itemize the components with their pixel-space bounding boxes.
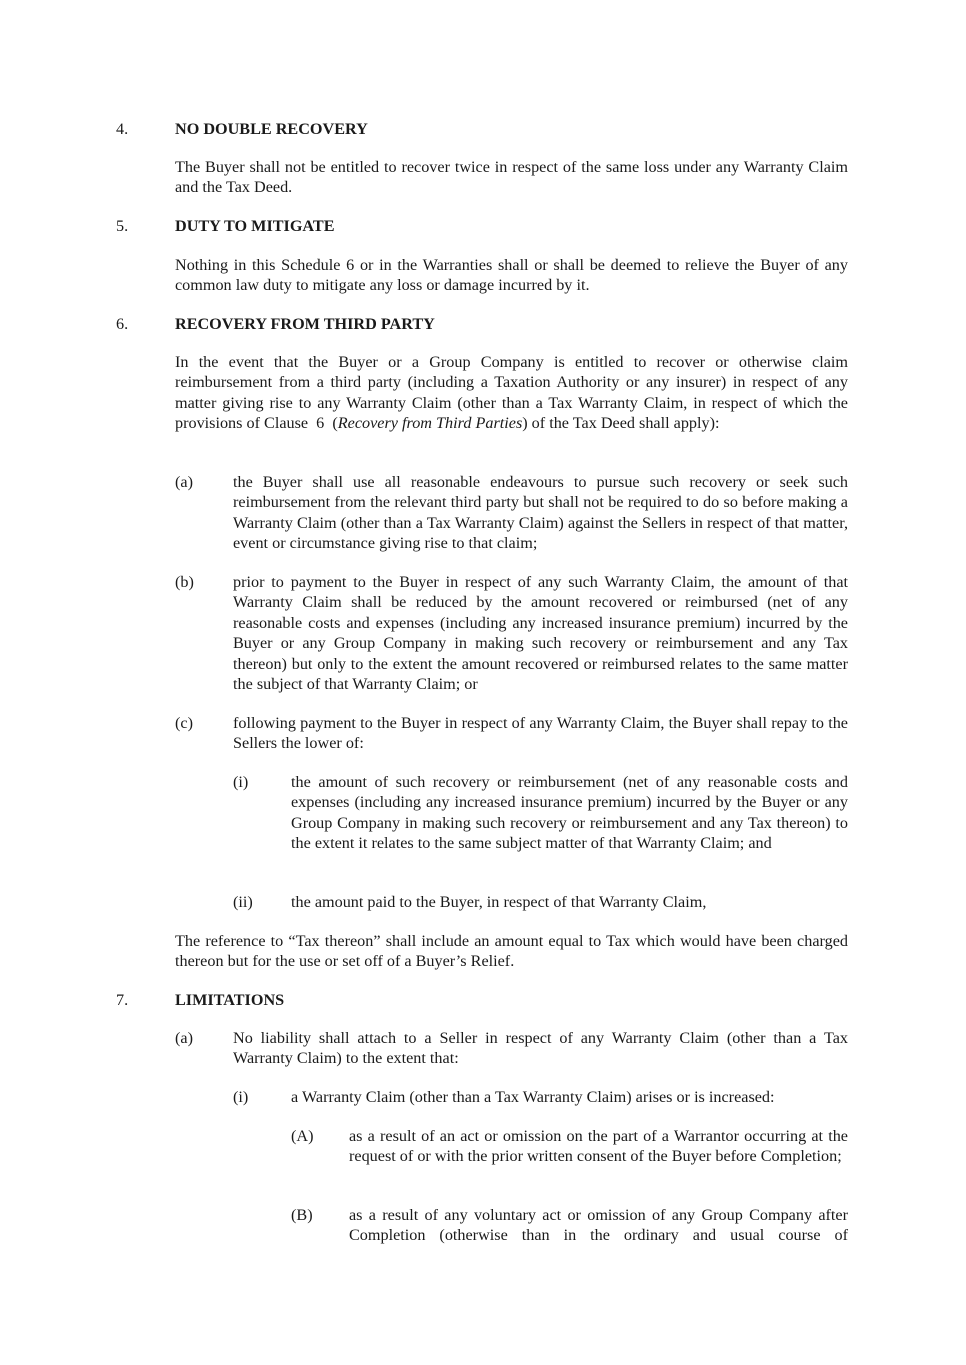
section-7-a-i-text: a Warranty Claim (other than a Tax Warranty Claim) arises or is increased: <box>291 1088 775 1106</box>
section-6-b-label: (b) <box>175 573 194 591</box>
section-7-A-label: (A) <box>291 1127 314 1145</box>
section-4-number: 4. <box>116 120 129 138</box>
section-6-heading: RECOVERY FROM THIRD PARTY <box>175 315 435 333</box>
section-6-intro-reference: Recovery from Third Parties <box>337 414 523 433</box>
section-4-body: The Buyer shall not be entitled to recover twice in respect of the same loss under any Warranty Claim and the Tax Deed. <box>175 158 848 197</box>
section-6-number: 6. <box>116 315 129 333</box>
section-4-heading: NO DOUBLE RECOVERY <box>175 120 368 138</box>
section-6-a-label: (a) <box>175 473 193 491</box>
section-6-c-i-label: (i) <box>233 773 249 791</box>
section-5-number: 5. <box>116 217 129 235</box>
section-6-closing: The reference to “Tax thereon” shall include an amount equal to Tax which would have been charged thereon but for the use or set off of a Buyer’s Relief. <box>175 932 848 971</box>
section-6-intro-text: In the event that the Buyer or a Group Company is entitled to recover or otherwise claim reimbursement from a third party (including a Taxation Authority or any insurer) in respect of any matter giving rise to any Warranty Claim (other than a Tax Warranty Claim, in respect of which the provisions of Clause 6 ( <box>175 353 848 433</box>
section-5-body: Nothing in this Schedule 6 or in the Warranties shall or shall be deemed to relieve the Buyer of any common law duty to mitigate any loss or damage incurred by it. <box>175 256 848 295</box>
section-6-c-ii-text: the amount paid to the Buyer, in respect of that Warranty Claim, <box>291 893 707 911</box>
section-6-intro-end: ) of the Tax Deed shall apply): <box>522 414 720 433</box>
section-6-c-text: following payment to the Buyer in respect of any Warranty Claim, the Buyer shall repay to the Sellers the lower of: <box>233 714 848 753</box>
section-7-a-label: (a) <box>175 1029 193 1047</box>
section-7-heading: LIMITATIONS <box>175 991 285 1009</box>
section-7-a-text: No liability shall attach to a Seller in respect of any Warranty Claim (other than a Tax Warranty Claim) to the extent that: <box>233 1029 848 1068</box>
section-6-c-label: (c) <box>175 714 193 732</box>
section-7-a-i-label: (i) <box>233 1088 249 1106</box>
section-7-B-text: as a result of any voluntary act or omission of any Group Company after Completion (otherwise than in the ordinary and usual course of <box>349 1206 848 1245</box>
section-6-c-ii-label: (ii) <box>233 893 253 911</box>
section-6-intro <box>175 352 848 434</box>
section-6-a-text: the Buyer shall use all reasonable endeavours to pursue such recovery or seek such reimbursement from the relevant third party but shall not be required to do so before making a Warranty Claim (other than a Tax Warranty Claim) against the Sellers in respect of that matter, event or circumstance giving rise to that claim; <box>233 473 848 553</box>
section-5-heading: DUTY TO MITIGATE <box>175 217 335 235</box>
section-7-B-label: (B) <box>291 1206 313 1224</box>
section-6-b-text: prior to payment to the Buyer in respect of any such Warranty Claim, the amount of that Warranty Claim shall be reduced by the amount recovered or reimbursed (net of any reasonable costs and expenses (including any increased insurance premium) incurred by the Buyer or any Group Company in making such recovery or reimbursement and any Tax thereon) but only to the extent the amount recovered or reimbursed relates to the same matter the subject of that Warranty Claim; or <box>233 573 848 694</box>
section-7-number: 7. <box>116 991 129 1009</box>
section-7-A-text: as a result of an act or omission on the part of a Warrantor occurring at the request of or with the prior written consent of the Buyer before Completion; <box>349 1127 848 1166</box>
section-6-c-i-text: the amount of such recovery or reimbursement (net of any reasonable costs and expenses (including any increased insurance premium) incurred by the Buyer or any Group Company in making such recovery or reimbursement and any Tax thereon) to the extent it relates to the same subject matter of that Warranty Claim; and <box>291 773 848 853</box>
